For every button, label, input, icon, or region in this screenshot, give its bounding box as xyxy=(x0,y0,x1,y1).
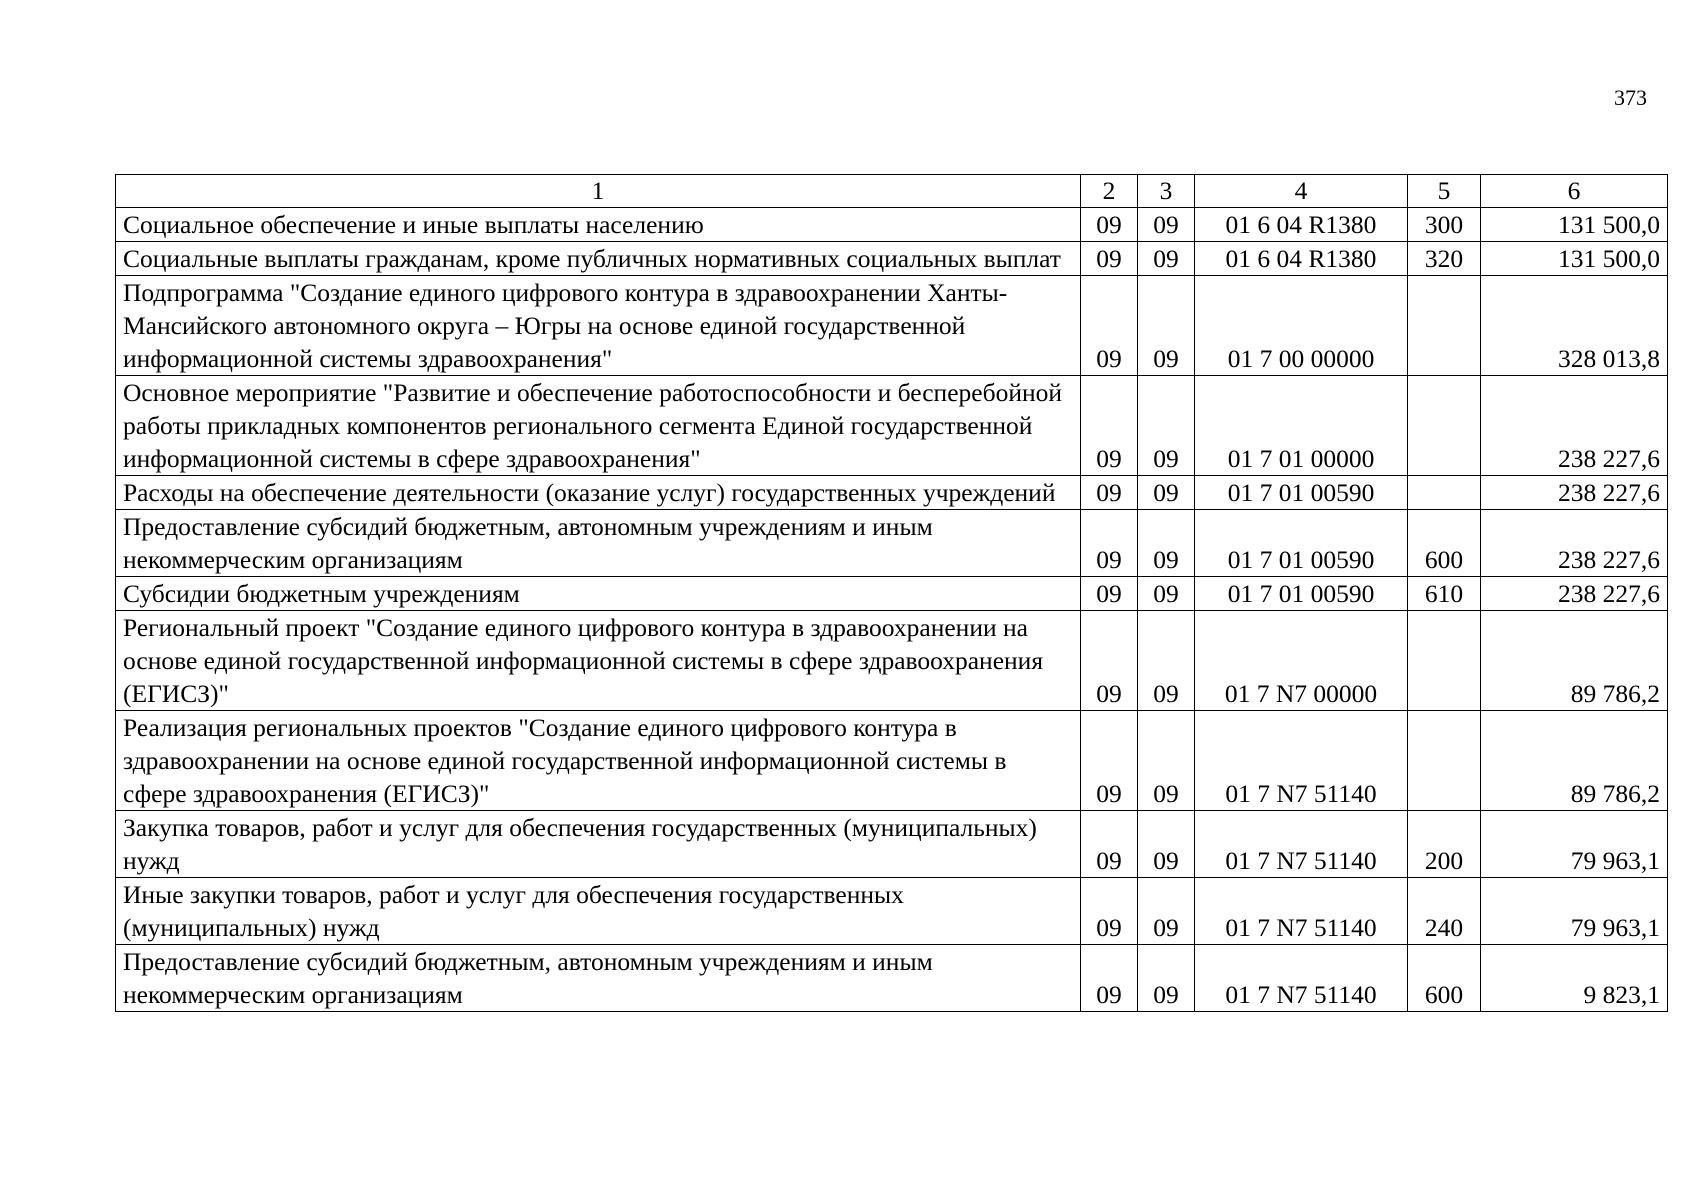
expense-type-code: 320 xyxy=(1408,242,1481,276)
row-description: Подпрограмма "Создание единого цифрового контура в здравоохранении Ханты-Мансийского автономного округа – Югры на основе единой государственной информационной системы здравоохранения" xyxy=(116,276,1081,376)
subsection-code: 09 xyxy=(1138,510,1195,577)
table-row xyxy=(116,811,1668,878)
target-article-code: 01 7 00 00000 xyxy=(1195,276,1408,376)
subsection-code: 09 xyxy=(1138,711,1195,811)
row-description: Предоставление субсидий бюджетным, автономным учреждениям и иным некоммерческим организациям xyxy=(116,510,1081,577)
table-row xyxy=(116,711,1668,811)
expense-type-code xyxy=(1408,376,1481,476)
column-header-4: 4 xyxy=(1195,175,1408,208)
amount-value: 238 227,6 xyxy=(1481,476,1668,510)
target-article-code: 01 7 01 00000 xyxy=(1195,376,1408,476)
amount-value: 238 227,6 xyxy=(1481,376,1668,476)
subsection-code: 09 xyxy=(1138,476,1195,510)
column-header-3: 3 xyxy=(1138,175,1195,208)
subsection-code: 09 xyxy=(1138,811,1195,878)
amount-value: 131 500,0 xyxy=(1481,242,1668,276)
expense-type-code: 300 xyxy=(1408,208,1481,242)
expense-type-code xyxy=(1408,711,1481,811)
expense-type-code: 240 xyxy=(1408,878,1481,945)
target-article-code: 01 7 N7 51140 xyxy=(1195,811,1408,878)
row-description: Расходы на обеспечение деятельности (оказание услуг) государственных учреждений xyxy=(116,476,1081,510)
row-description: Региональный проект "Создание единого цифрового контура в здравоохранении на основе единой государственной информационной системы в сфере здравоохранения (ЕГИСЗ)" xyxy=(116,611,1081,711)
column-header-1: 1 xyxy=(116,175,1081,208)
subsection-code: 09 xyxy=(1138,611,1195,711)
section-code: 09 xyxy=(1081,476,1138,510)
target-article-code: 01 7 N7 51140 xyxy=(1195,878,1408,945)
table-row xyxy=(116,208,1668,242)
table-row xyxy=(116,276,1668,376)
row-description: Субсидии бюджетным учреждениям xyxy=(116,577,1081,611)
subsection-code: 09 xyxy=(1138,376,1195,476)
target-article-code: 01 7 N7 51140 xyxy=(1195,711,1408,811)
table-row xyxy=(116,476,1668,510)
subsection-code: 09 xyxy=(1138,945,1195,1012)
amount-value: 238 227,6 xyxy=(1481,577,1668,611)
target-article-code: 01 7 01 00590 xyxy=(1195,476,1408,510)
expense-type-code xyxy=(1408,276,1481,376)
expense-type-code: 600 xyxy=(1408,945,1481,1012)
target-article-code: 01 6 04 R1380 xyxy=(1195,208,1408,242)
table-body xyxy=(116,208,1668,1012)
row-description: Закупка товаров, работ и услуг для обеспечения государственных (муниципальных) нужд xyxy=(116,811,1081,878)
section-code: 09 xyxy=(1081,878,1138,945)
amount-value: 238 227,6 xyxy=(1481,510,1668,577)
amount-value: 328 013,8 xyxy=(1481,276,1668,376)
row-description: Реализация региональных проектов "Создание единого цифрового контура в здравоохранении на основе единой государственной информационной системы в сфере здравоохранения (ЕГИСЗ)" xyxy=(116,711,1081,811)
section-code: 09 xyxy=(1081,510,1138,577)
amount-value: 79 963,1 xyxy=(1481,811,1668,878)
amount-value: 89 786,2 xyxy=(1481,711,1668,811)
target-article-code: 01 7 N7 51140 xyxy=(1195,945,1408,1012)
table-row xyxy=(116,878,1668,945)
target-article-code: 01 7 01 00590 xyxy=(1195,577,1408,611)
section-code: 09 xyxy=(1081,242,1138,276)
subsection-code: 09 xyxy=(1138,208,1195,242)
row-description: Социальные выплаты гражданам, кроме публичных нормативных социальных выплат xyxy=(116,242,1081,276)
section-code: 09 xyxy=(1081,945,1138,1012)
amount-value: 89 786,2 xyxy=(1481,611,1668,711)
page-number: 373 xyxy=(1614,85,1647,110)
section-code: 09 xyxy=(1081,811,1138,878)
row-description: Основное мероприятие "Развитие и обеспечение работоспособности и бесперебойной работы прикладных компонентов регионального сегмента Единой государственной информационной системы в сфере здравоохранения" xyxy=(116,376,1081,476)
table-row xyxy=(116,510,1668,577)
amount-value: 79 963,1 xyxy=(1481,878,1668,945)
subsection-code: 09 xyxy=(1138,276,1195,376)
section-code: 09 xyxy=(1081,276,1138,376)
section-code: 09 xyxy=(1081,711,1138,811)
column-header-6: 6 xyxy=(1481,175,1668,208)
subsection-code: 09 xyxy=(1138,242,1195,276)
row-description: Предоставление субсидий бюджетным, автономным учреждениям и иным некоммерческим организациям xyxy=(116,945,1081,1012)
expense-type-code: 610 xyxy=(1408,577,1481,611)
section-code: 09 xyxy=(1081,376,1138,476)
target-article-code: 01 7 N7 00000 xyxy=(1195,611,1408,711)
table-row xyxy=(116,611,1668,711)
subsection-code: 09 xyxy=(1138,878,1195,945)
section-code: 09 xyxy=(1081,611,1138,711)
table-row xyxy=(116,376,1668,476)
table-row xyxy=(116,242,1668,276)
column-header-5: 5 xyxy=(1408,175,1481,208)
row-description: Иные закупки товаров, работ и услуг для обеспечения государственных (муниципальных) нужд xyxy=(116,878,1081,945)
row-description: Социальное обеспечение и иные выплаты населению xyxy=(116,208,1081,242)
expense-type-code xyxy=(1408,476,1481,510)
expense-type-code: 200 xyxy=(1408,811,1481,878)
section-code: 09 xyxy=(1081,577,1138,611)
expense-type-code: 600 xyxy=(1408,510,1481,577)
target-article-code: 01 7 01 00590 xyxy=(1195,510,1408,577)
table-row xyxy=(116,577,1668,611)
table-row xyxy=(116,945,1668,1012)
amount-value: 9 823,1 xyxy=(1481,945,1668,1012)
table-header-row xyxy=(116,175,1668,208)
subsection-code: 09 xyxy=(1138,577,1195,611)
amount-value: 131 500,0 xyxy=(1481,208,1668,242)
target-article-code: 01 6 04 R1380 xyxy=(1195,242,1408,276)
budget-table xyxy=(115,174,1668,1012)
section-code: 09 xyxy=(1081,208,1138,242)
expense-type-code xyxy=(1408,611,1481,711)
column-header-2: 2 xyxy=(1081,175,1138,208)
